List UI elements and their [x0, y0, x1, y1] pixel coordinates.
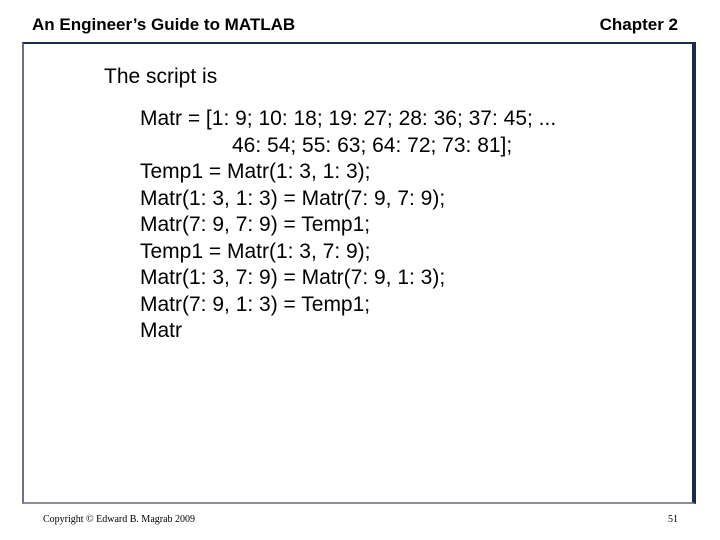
code-line: Matr [140, 319, 182, 342]
page-number: 51 [668, 514, 678, 525]
code-line: Matr(7: 9, 1: 3) = Temp1; [140, 292, 371, 316]
code-line: Matr(7: 9, 7: 9) = Temp1; [140, 213, 371, 236]
code-listing [140, 106, 556, 345]
code-line: Temp1 = Matr(1: 3, 7: 9); [140, 239, 371, 263]
code-line: Temp1 = Matr(1: 3, 1: 3); [140, 160, 371, 183]
code-line: Matr(1: 3, 1: 3) = Matr(7: 9, 7: 9); [140, 186, 446, 210]
code-line: Matr(1: 3, 7: 9) = Matr(7: 9, 1: 3); [140, 266, 446, 289]
copyright-notice: Copyright © Edward B. Magrab 2009 [43, 514, 196, 525]
book-title: An Engineer’s Guide to MATLAB [32, 15, 296, 34]
code-line: 46: 54; 55: 63; 64: 72; 73: 81]; [232, 133, 513, 157]
chapter-label: Chapter 2 [599, 15, 678, 34]
intro-text: The script is [104, 65, 218, 88]
code-line: Matr = [1: 9; 10: 18; 19: 27; 28: 36; 37: 45; ... [140, 107, 557, 130]
